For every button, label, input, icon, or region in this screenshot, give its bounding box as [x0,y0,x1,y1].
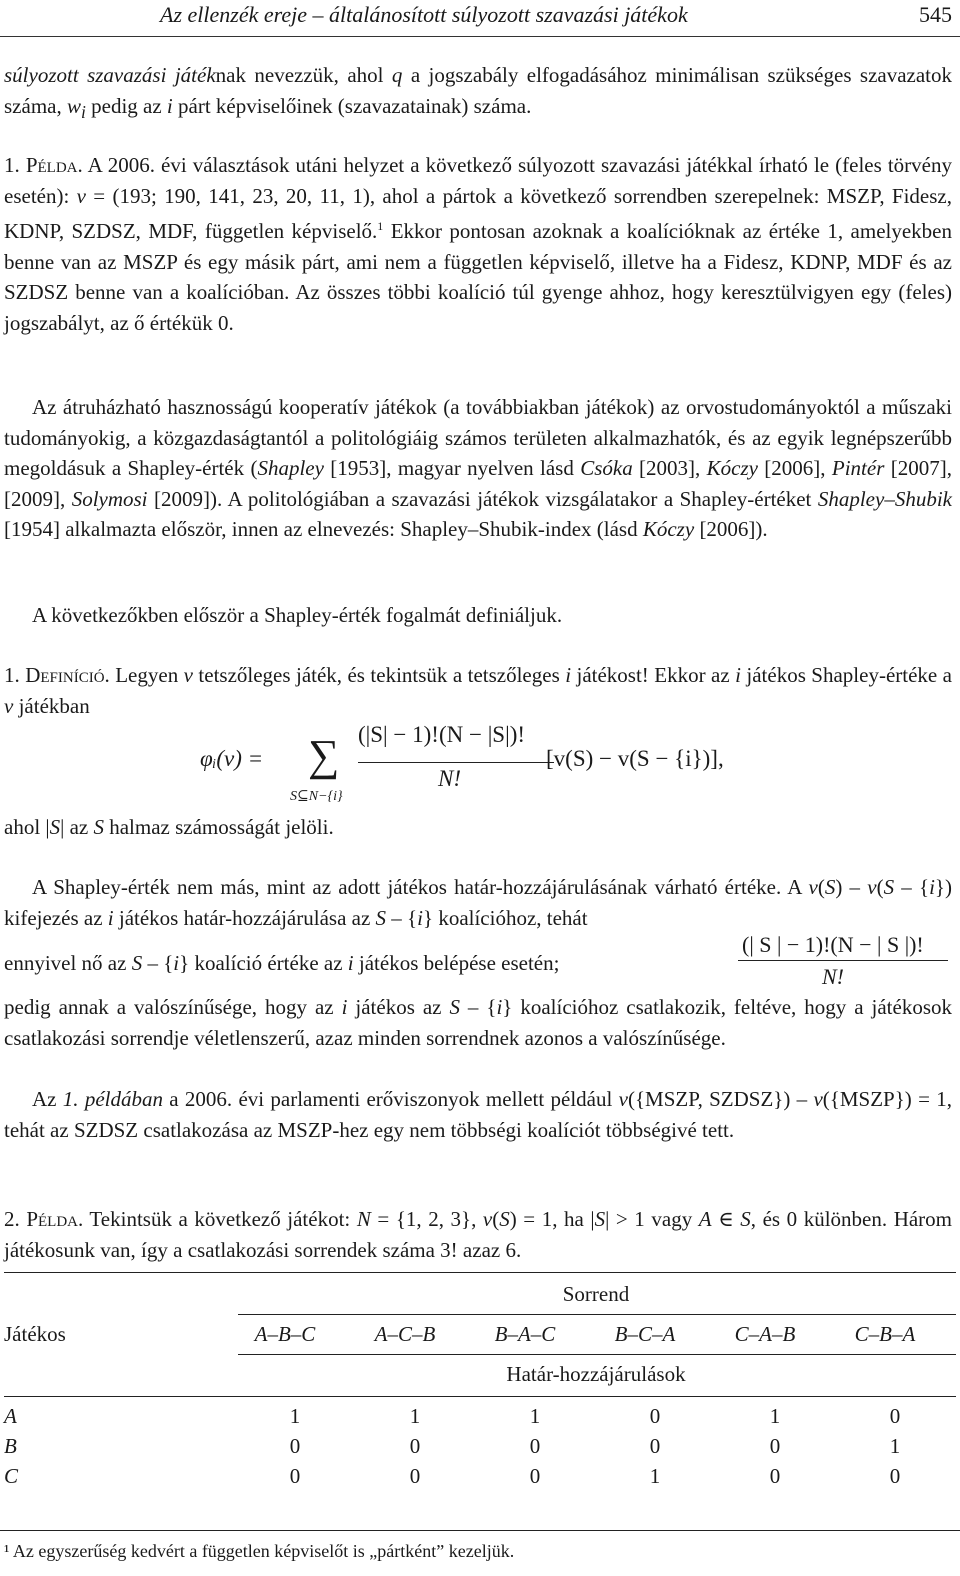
paragraph-example-ref: Az 1. példában a 2006. évi parlamenti erőviszonyok mellett például v({MSZP, SZDSZ}) – v({MSZP}) = 1, tehát az SZDSZ csatlakozása az MSZP-hez egy nem többségi koalíciót többségivé tett. [4,1087,952,1142]
table-cell: 1 [409,1404,421,1428]
table-cell: 0 [649,1404,661,1428]
table-row-label: B [4,1434,17,1458]
sum-subscript: S⊆N−{i} [290,789,343,804]
table-cell: 1 [889,1434,901,1458]
table-cell: 0 [289,1464,301,1488]
paragraph-example-2: 2. Példa. Tekintsük a következő játékot: N = {1, 2, 3}, v(S) = 1, ha |S| > 1 vagy A ∈ S, és 0 különben. Három játékosunk van, így a csatlakozási sorrendek száma 3! azaz 6. [4,1207,953,1262]
table-cell: 0 [289,1434,301,1458]
table-cell: 0 [529,1464,541,1488]
table-sorrend-header: Sorrend [562,1282,630,1306]
table-sorrend-rule [238,1314,956,1315]
shapley-formula [200,722,820,812]
table-cell: 1 [769,1404,781,1428]
table-header-rule [4,1396,956,1397]
running-header [0,0,960,37]
inline-numerator: (| S | − 1)!(N − | S |)! [742,932,924,957]
table-cell: 0 [649,1434,661,1458]
table-cell: 0 [889,1404,901,1428]
table-cell: 0 [409,1464,421,1488]
paragraph-probability: pedig annak a valószínűsége, hogy az i játékos az S – {i} koalícióhoz csatlakozik, feltéve, hogy a játékosok csatlakozási sorrendje véletlenszerű, azaz minden sorrendnek azonos a valószínűsége. [4,995,952,1050]
paragraph-definition-1: 1. Definíció. Legyen v tetszőleges játék, és tekintsük a tetszőleges i játékost! Ekkor az i játékos Shapley-értéke a v játékban [4,663,953,718]
paragraph-shapley-intro: Az átruházható hasznosságú kooperatív játékok (a továbbiakban játékok) az orvostudományoktól a műszaki tudományokig, a közgazdaságtantól a politológiáig számos területen alkalmazhatók, és az egyik legnépszerűbb megoldásuk a Shapley-érték (Shapley [1953], magyar nyelven lásd Csóka [2003], Kóczy [2006], Pintér [2007], [2009], Solymosi [2009]). A politológiában a szavazási játékok vizsgálatakor a Shapley-értéket Shapley–Shubik [1954] alkalmazta először, innen az elnevezés: Shapley–Shubik-index (lásd Kóczy [2006]). [4,395,952,542]
table-cell: 0 [769,1434,781,1458]
inline-fraction-bar [738,960,948,961]
formula-lhs: φᵢ(v) = [200,746,264,771]
fraction-bar [358,762,554,763]
table-cell: 1 [649,1464,661,1488]
inline-probability-fraction [732,932,956,996]
table-col-order: A–C–B [374,1322,436,1346]
table-col-order: C–B–A [854,1322,916,1346]
table-row-label: A [4,1404,17,1428]
running-title: Az ellenzék ereje – általánosított súlyozott szavazási játékok [160,2,688,27]
paragraph-grows: ennyivel nő az S – {i} koalíció értéke az i játékos belépése esetén; [4,951,560,975]
footnote [0,1530,960,1561]
paragraph-where: ahol |S| az S halmaz számosságát jelöli. [4,815,334,839]
table-cell: 0 [769,1464,781,1488]
formula-denominator: N! [438,766,461,791]
table-orders-rule [238,1354,956,1355]
table-cell: 0 [409,1434,421,1458]
table-cell: 0 [529,1434,541,1458]
sum-symbol: ∑ [308,731,340,780]
paragraph-definition-end: súlyozott szavazási játéknak nevezzük, ahol q a jogszabály elfogadásához minimálisan szükséges szavazatok száma, $w_i$ pedig az i párt képviselőinek (szavazatainak) száma. [4,63,953,122]
footnote-text: ¹ Az egyszerűség kedvért a független képviselőt is „pártként” kezeljük. [4,1541,515,1561]
table-row-label: C [4,1464,19,1488]
table-hatar-header: Határ-hozzájárulások [506,1362,686,1386]
marginal-contribution-table [0,1272,960,1502]
table-col-order: B–C–A [614,1322,676,1346]
table-jatekos-header: Játékos [4,1322,66,1346]
formula-rhs: [v(S) − v(S − {i})], [546,746,724,771]
table-cell: 1 [529,1404,541,1428]
table-col-order: A–B–C [254,1322,316,1346]
inline-denominator: N! [822,964,844,989]
page-number: 545 [919,2,952,27]
table-cell: 0 [889,1464,901,1488]
table-top-rule [4,1272,956,1273]
paragraph-marginal: A Shapley-érték nem más, mint az adott játékos határ-hozzájárulásának várható értéke. A v(S) – v(S – {i}) kifejezés az i játékos határ-hozzájárulása az S – {i} koalícióhoz, tehát [4,875,952,930]
paragraph-example-1: 1. Példa. A 2006. évi választások utáni helyzet a következő súlyozott szavazási játékkal írható le (feles törvény esetén): v = (193; 190, 141, 23, 20, 11, 1), ahol a pártok a következő sorrendben szerepelnek: MSZP, Fidesz, KDNP, SZDSZ, MDF, független képviselő.$^1$ Ekkor pontosan azoknak a koalícióknak az értéke 1, amelyekben benne van az MSZP és egy másik párt, ami nem a független képviselő, illetve ha a Fidesz, KDNP, MDF és az SZDSZ benne van a koalícióban. Az összes többi koalíció túl gyenge ahhoz, hogy keresztülvigyen egy (feles) jogszabályt, az ő értékük 0. [4,153,953,335]
paragraph-define: A következőkben először a Shapley-érték fogalmát definiáljuk. [32,603,563,627]
table-cell: 1 [289,1404,301,1428]
formula-numerator: (|S| − 1)!(N − |S|)! [358,722,526,747]
table-col-order: C–A–B [734,1322,796,1346]
table-col-order: B–A–C [494,1322,556,1346]
